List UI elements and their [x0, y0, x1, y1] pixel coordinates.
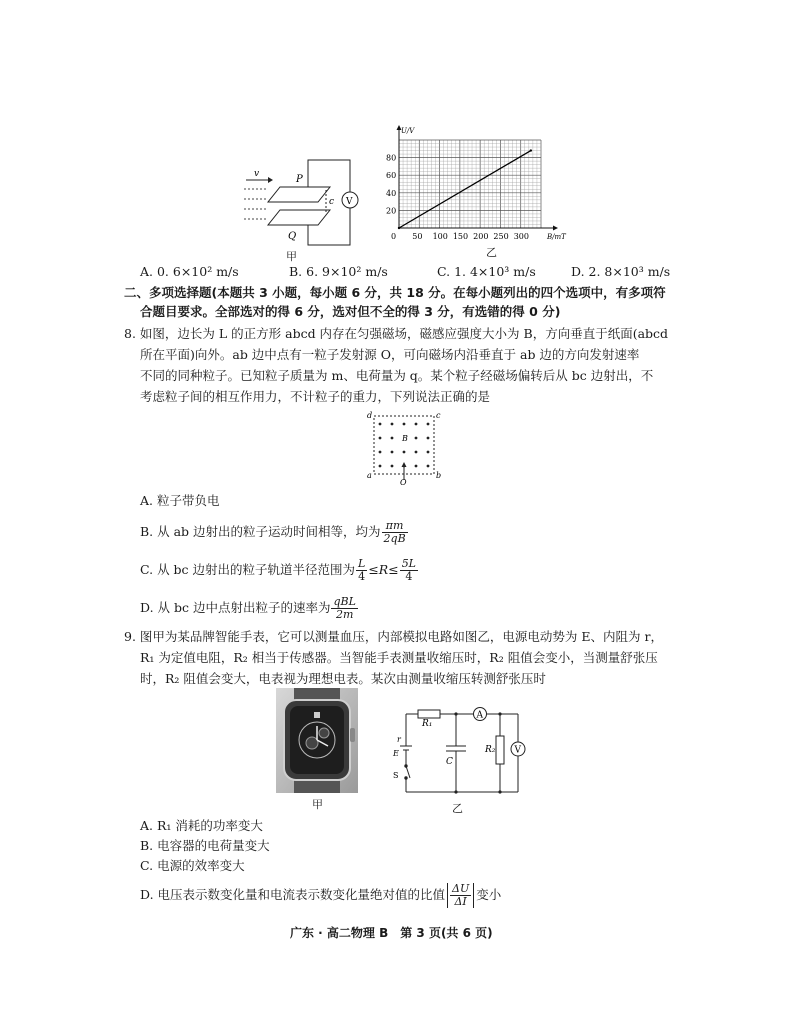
field-dot: [379, 465, 382, 468]
source-o-label: O: [400, 478, 407, 486]
x-tick-label: 200: [473, 232, 489, 241]
plate-p-label: P: [296, 174, 303, 185]
x-axis-arrow: [553, 226, 558, 231]
r2-label: R₂: [485, 745, 496, 755]
q7-option-a[interactable]: A. 0. 6×10² m/s: [140, 264, 239, 279]
x-axis-label: B/mT: [547, 233, 566, 241]
capacitor-label: C: [446, 757, 453, 767]
field-dot: [391, 451, 394, 454]
field-dot: [415, 423, 418, 426]
x-tick-label: 0: [391, 232, 397, 241]
field-dot: [415, 437, 418, 440]
q9-option-d-text: D. 电压表示数变化量和电流表示数变化量绝对值的比值: [140, 887, 446, 902]
x-tick-label: 50: [412, 232, 423, 241]
data-point: [530, 149, 532, 151]
q8-option-b[interactable]: [140, 520, 409, 545]
figure-jia-caption: 甲: [286, 250, 297, 263]
plate-q-label: Q: [288, 231, 297, 242]
x-tick-label: 250: [493, 232, 509, 241]
field-dot: [427, 451, 430, 454]
section2-header-line1: 二、多项选择题(本题共 3 小题，每小题 6 分，共 18 分。在每小题列出的四个选项中，有多项符: [124, 285, 666, 300]
q8-stem-line2: 所在平面)向外。ab 边中点有一粒子发射源 O，可向磁场内沿垂直于 ab 边的方向发射速率: [140, 347, 640, 362]
q8-option-c[interactable]: C. 从 bc 边射出的粒子轨道半径范围为 $\frac{L}{4}$ ≤R≤ $\frac{5L}{4}$: [140, 557, 416, 583]
circuit-diagram: [378, 700, 530, 802]
voltmeter-label-circuit: V: [514, 745, 521, 756]
y-axis-label: U/V: [401, 127, 415, 135]
q8-option-c-text: C. 从 bc 边射出的粒子轨道半径范围为: [140, 562, 356, 577]
q8-stem-line4: 考虑粒子间的相互作用力，不计粒子的重力，下列说法正确的是: [140, 389, 491, 404]
field-dot: [427, 465, 430, 468]
field-b-label: B: [402, 434, 408, 443]
velocity-label: v: [254, 169, 260, 179]
field-dot: [391, 423, 394, 426]
field-dot: [379, 423, 382, 426]
field-dot: [415, 465, 418, 468]
field-dot: [403, 451, 406, 454]
y-tick-label: 80: [386, 153, 397, 163]
q9-option-a[interactable]: A. R₁ 消耗的功率变大: [140, 818, 263, 833]
field-dot: [379, 451, 382, 454]
corner-a-label: a: [367, 471, 372, 480]
field-dot: [427, 423, 430, 426]
smartwatch-photo: [276, 688, 358, 793]
r1-label: R₁: [422, 719, 433, 729]
q8-option-b-text: B. 从 ab 边射出的粒子运动时间相等，均为: [140, 524, 381, 539]
y-tick-label: 40: [386, 188, 397, 198]
figure-jia-plates: [238, 152, 363, 252]
circuit-caption-yi: 乙: [452, 802, 463, 815]
y-tick-label: 60: [386, 171, 397, 181]
chart-caption: 乙: [486, 246, 497, 259]
q8-option-a[interactable]: A. 粒子带负电: [140, 493, 220, 508]
q8-option-d-text: D. 从 bc 边中点射出粒子的速率为: [140, 600, 331, 615]
corner-d-label: d: [367, 411, 373, 420]
ammeter-label: A: [476, 710, 483, 721]
q9-stem-line3: 时，R₂ 阻值会变大，电表视为理想电表。某次由测量收缩压转测舒张压时: [140, 671, 546, 686]
field-dot: [403, 423, 406, 426]
field-dot: [391, 437, 394, 440]
q8-magnetic-field-figure: [364, 410, 444, 486]
q7-option-d[interactable]: D. 2. 8×10³ m/s: [571, 264, 671, 279]
field-dot: [415, 451, 418, 454]
q8-stem-line1: 8. 如图，边长为 L 的正方形 abcd 内存在匀强磁场，磁感应强度大小为 B，方向垂直于纸面(abcd: [124, 326, 669, 341]
x-tick-label: 150: [452, 232, 469, 241]
data-point: [398, 227, 400, 229]
switch-s-label: S: [393, 771, 399, 780]
q7-option-c[interactable]: C. 1. 4×10³ m/s: [437, 264, 536, 279]
q8-stem-line3: 不同的同种粒子。已知粒子质量为 m、电荷量为 q。某个粒子经磁场偏转后从 bc 边射出，不: [140, 368, 654, 383]
page-footer: 广东 · 高二物理 B 第 3 页(共 6 页): [290, 926, 493, 940]
emf-e-label: E: [393, 749, 399, 758]
distance-c-label: c: [329, 197, 335, 207]
corner-b-label: b: [436, 471, 442, 480]
q9-stem-line2: R₁ 为定值电阻，R₂ 相当于传感器。当智能手表测量收缩压时，R₂ 阻值会变小，当测量舒张压: [140, 650, 658, 665]
section2-header-line2: 合题目要求。全部选对的得 6 分，选对但不全的得 3 分，有选错的得 0 分): [140, 304, 561, 319]
q7-option-b[interactable]: B. 6. 9×10² m/s: [289, 264, 388, 279]
q8-option-d[interactable]: D. 从 bc 边中点射出粒子的速率为 $\frac{\text{qBL}}{2m}$: [140, 595, 356, 621]
corner-c-label: c: [436, 411, 441, 420]
voltmeter-label: V: [346, 197, 353, 207]
chart-u-vs-b: [385, 124, 575, 248]
q9-option-b[interactable]: B. 电容器的电荷量变大: [140, 838, 270, 853]
q9-option-c[interactable]: C. 电源的效率变大: [140, 858, 245, 873]
internal-r-label: r: [397, 735, 401, 744]
field-dot: [379, 437, 382, 440]
q9-stem-line1: 9. 图甲为某品牌智能手表，它可以测量血压，内部模拟电路如图乙，电源电动势为 E、内阻为 r，: [124, 629, 663, 644]
q9-option-d[interactable]: D. 电压表示数变化量和电流表示数变化量绝对值的比值 $\frac{\Delta U}{\Delta I}$ 变小: [140, 882, 502, 908]
field-dot: [391, 465, 394, 468]
photo-caption-jia: 甲: [312, 798, 323, 811]
y-tick-label: 20: [386, 206, 397, 216]
field-dot: [427, 437, 430, 440]
x-tick-label: 100: [432, 232, 448, 241]
x-tick-label: 300: [513, 232, 529, 241]
q9-option-d-ratio: $\frac{\Delta U}{\Delta I}$: [452, 882, 470, 908]
q8-option-b-fraction: $\frac{\pi m}{2qB}$: [383, 519, 406, 545]
